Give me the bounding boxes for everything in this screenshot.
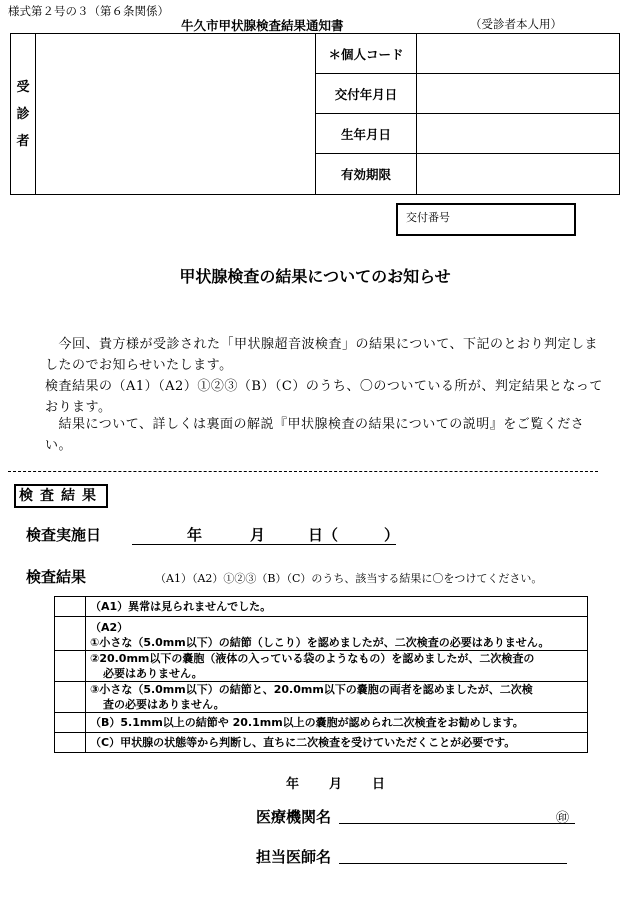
institution-label: 医療機関名 xyxy=(256,808,332,826)
result-text-a2-option3-line2: 査の必要はありません。 xyxy=(103,698,225,711)
institution-field[interactable] xyxy=(339,823,575,824)
result-text-a2-3 xyxy=(86,682,588,713)
form-number: 様式第２号の３（第６条関係） xyxy=(8,4,169,18)
personal-code-label: ＊個人コード xyxy=(316,34,417,74)
result-row-a2-1 xyxy=(55,617,588,651)
doctor-label: 担当医師名 xyxy=(256,848,332,866)
result-row-c xyxy=(55,733,588,753)
issue-date-label: 交付年月日 xyxy=(316,74,417,114)
personal-code-field[interactable] xyxy=(417,34,620,74)
result-text-a2-option2-line1: ②20.0mm以下の嚢胞（液体の入っている袋のようなもの）を認めましたが、二次検査の xyxy=(90,652,535,665)
side-char: 受 xyxy=(16,79,30,95)
signature-month: 月 xyxy=(329,777,343,792)
copy-label: （受診者本人用） xyxy=(470,17,562,31)
mark-cell-a2-2[interactable] xyxy=(55,651,86,682)
issue-number-label: 交付番号 xyxy=(406,211,450,224)
result-row-b xyxy=(55,713,588,733)
mark-cell-a2-1[interactable] xyxy=(55,617,86,651)
birth-date-field[interactable] xyxy=(417,114,620,154)
notice-title: 甲状腺検査の結果についてのお知らせ xyxy=(179,267,451,286)
result-instruction: （A1）（A2）①②③（B）（C）のうち、該当する結果に〇をつけてください。 xyxy=(155,572,543,585)
seal-icon: ㊞ xyxy=(556,811,570,826)
expiry-field[interactable] xyxy=(417,154,620,195)
doctor-field[interactable] xyxy=(339,863,567,864)
exam-date-field[interactable] xyxy=(132,524,400,545)
issue-date-field[interactable] xyxy=(417,74,620,114)
result-row-a1 xyxy=(55,597,588,617)
result-text-a2-1 xyxy=(86,617,588,651)
exam-date-year: 年 xyxy=(187,526,203,544)
signature-day: 日 xyxy=(372,777,386,792)
results-section-heading: 検査結果 xyxy=(14,484,108,508)
signature-year: 年 xyxy=(286,777,300,792)
mark-cell-b[interactable] xyxy=(55,713,86,733)
patient-side-label xyxy=(11,34,36,195)
result-text-a1: （A1）異常は見られませんでした。 xyxy=(86,597,588,617)
notice-paragraph-3: 結果について、詳しくは裏面の解説『甲状腺検査の結果についての説明』をご覧ください。 xyxy=(45,417,585,453)
result-text-c: （C）甲状腺の状態等から判断し、直ちに二次検査を受けていただくことが必要です。 xyxy=(86,733,588,753)
side-char: 診 xyxy=(16,106,30,122)
mark-cell-a1[interactable] xyxy=(55,597,86,617)
expiry-label: 有効期限 xyxy=(316,154,417,195)
result-text-a2-2 xyxy=(86,651,588,682)
exam-date-label: 検査実施日 xyxy=(26,526,102,544)
mark-cell-c[interactable] xyxy=(55,733,86,753)
notice-paragraph-2: 検査結果の（A1）（A2）①②③（B）（C）のうち、〇のついている所が、判定結果となっております。 xyxy=(45,379,603,415)
exam-date-day: 日（ xyxy=(308,526,339,544)
results-table xyxy=(54,596,588,753)
result-text-b: （B）5.1mm以上の結節や 20.1mm以上の嚢胞が認められ二次検査をお勧めします。 xyxy=(86,713,588,733)
result-text-a2-option3-line1: ③小さな（5.0mm以下）の結節と、20.0mm以下の嚢胞の両者を認めましたが、二次検 xyxy=(90,683,533,696)
issue-number-box[interactable] xyxy=(396,203,576,236)
result-row-a2-3 xyxy=(55,682,588,713)
notice-paragraph-1: 今回、貴方様が受診された「甲状腺超音波検査」の結果について、下記のとおり判定しましたのでお知らせいたします。 xyxy=(45,337,598,373)
mark-cell-a2-3[interactable] xyxy=(55,682,86,713)
patient-info-table xyxy=(10,33,620,195)
exam-date-close: ） xyxy=(384,526,400,544)
exam-date-month: 月 xyxy=(250,526,266,544)
result-row-a2-2 xyxy=(55,651,588,682)
result-text-a2-option2-line2: 必要はありません。 xyxy=(103,667,203,680)
cut-line-divider xyxy=(8,471,598,472)
result-text-a2-option1: ①小さな（5.0mm以下）の結節（しこり）を認めましたが、二次検査の必要はありません。 xyxy=(90,636,550,649)
side-char: 者 xyxy=(16,133,30,149)
patient-name-area[interactable] xyxy=(36,34,316,195)
birth-date-label: 生年月日 xyxy=(316,114,417,154)
document-title: 牛久市甲状腺検査結果通知書 xyxy=(181,18,344,33)
result-text-a2-header: （A2） xyxy=(90,621,129,634)
result-label: 検査結果 xyxy=(26,568,87,586)
